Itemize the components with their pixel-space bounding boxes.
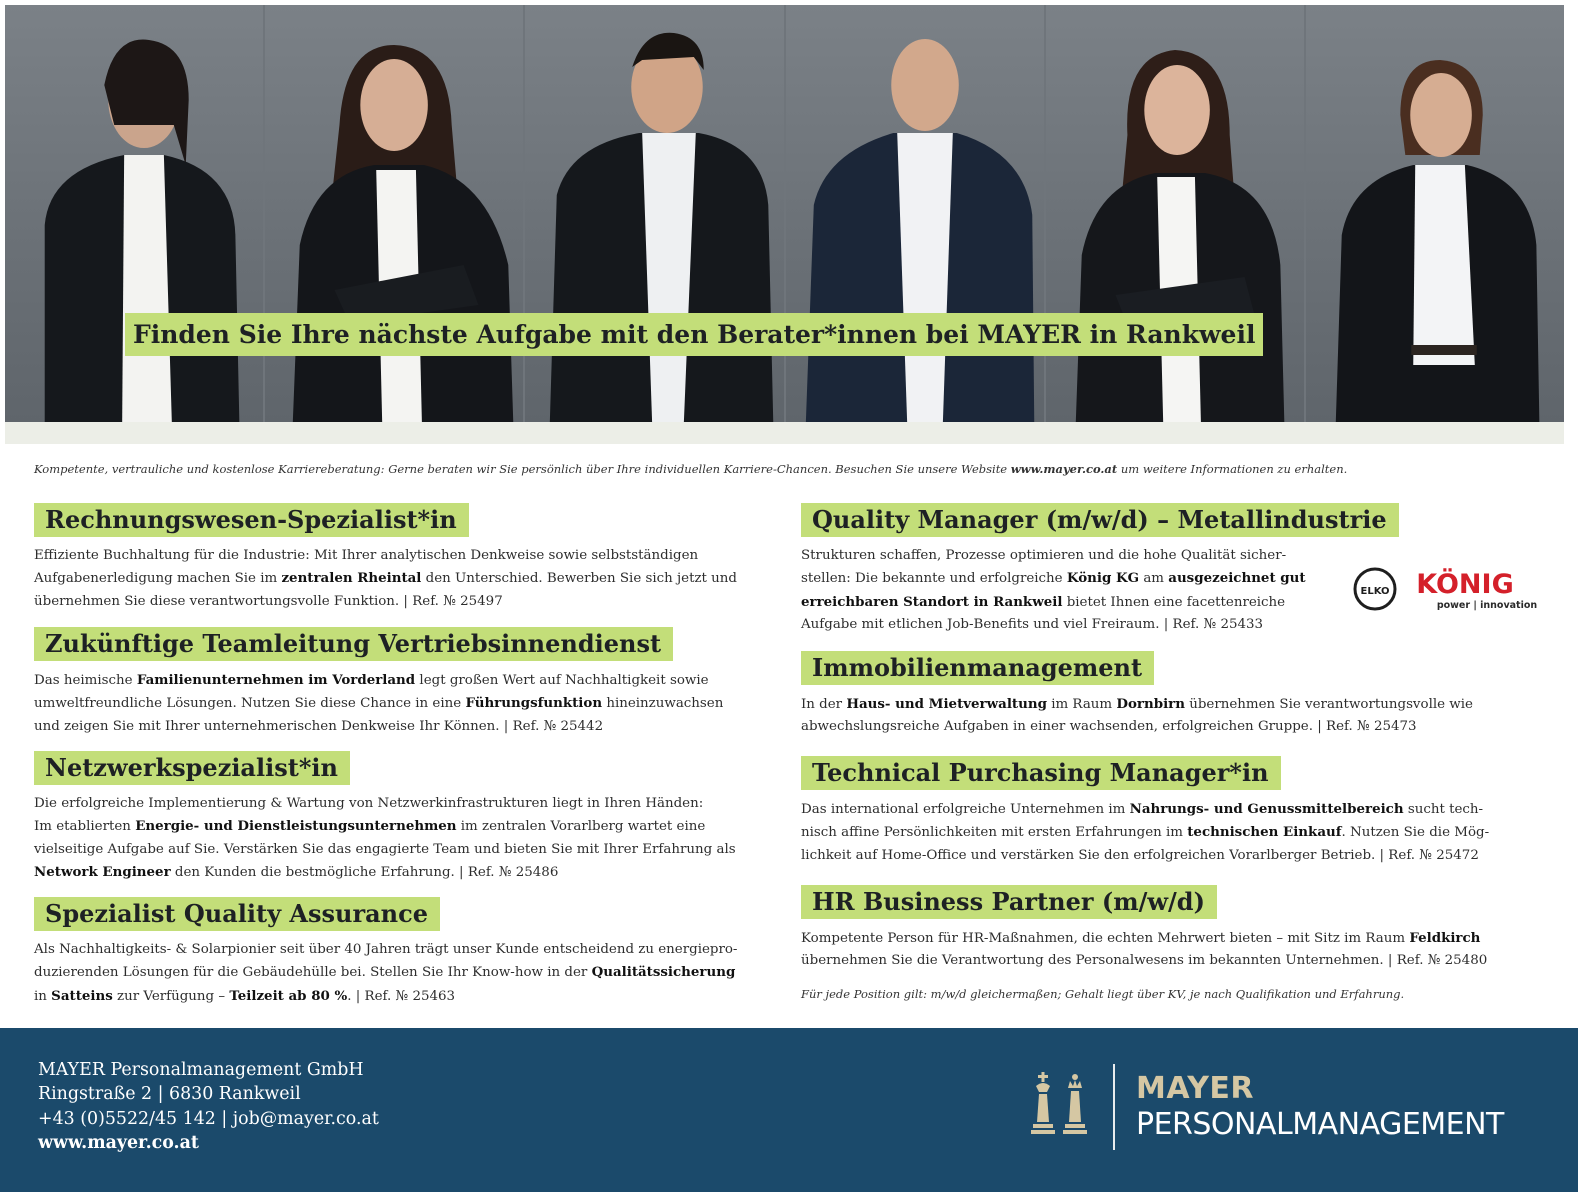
company-contact[interactable]: +43 (0)5522/45 142 | job@mayer.co.at (38, 1108, 379, 1129)
logo-divider (1113, 1064, 1115, 1150)
description-text: stellen: Die bekannte und erfolgreiche (801, 571, 1067, 587)
description-line (34, 793, 774, 815)
description-text: legt großen Wert auf Nachhaltigkeit sowie (415, 673, 709, 688)
description-text: übernehmen Sie verantwortungsvolle wie (1184, 697, 1473, 712)
job-description (34, 545, 774, 613)
intro-text-end: um weitere Informationen zu erhalten. (1117, 462, 1348, 476)
job-description (801, 693, 1541, 739)
job-listing (34, 897, 774, 1008)
highlighted-term: Satteins (51, 987, 113, 1004)
description-text: im Raum (1046, 697, 1117, 712)
description-line (34, 815, 774, 838)
highlighted-term: Führungsfunktion (465, 695, 603, 712)
job-listing (34, 627, 774, 738)
highlighted-term: Network Engineer (34, 863, 171, 880)
description-line (801, 716, 1541, 738)
job-title: Spezialist Quality Assurance (34, 897, 440, 931)
team-photo-banner (5, 5, 1564, 422)
intro-website-link[interactable]: www.mayer.co.at (1010, 462, 1118, 476)
description-line (801, 950, 1541, 972)
description-text: Das heimische (34, 673, 137, 688)
description-line (801, 845, 1541, 867)
description-text: übernehmen Sie diese verantwortungsvolle Funktion. | Ref. № 25497 (34, 593, 503, 609)
consultant-photo-3 (525, 5, 785, 422)
highlighted-term: technischen Einkauf (1187, 824, 1342, 841)
divider-strip (5, 422, 1564, 444)
description-text: im zentralen Vorarlberg wartet eine (456, 819, 706, 835)
description-line (34, 669, 774, 692)
description-text: nisch affine Persönlichkeiten mit ersten Erfahrungen im (801, 825, 1188, 841)
consultant-photo-2 (265, 5, 525, 422)
description-text: Als Nachhaltigkeits- & Solarpionier seit über 40 Jahren trägt unser Kunde entscheidend zu energiepro- (34, 942, 738, 957)
job-listing (34, 503, 774, 613)
intro-text-start: Kompetente, vertrauliche und kostenlose Karriereberatung: Gerne beraten wir Sie persönlich über Ihre individuellen Karriere-Chancen. Besuchen Sie unsere Website (34, 462, 1011, 476)
description-line (34, 545, 774, 567)
job-title: HR Business Partner (m/w/d) (801, 885, 1217, 919)
description-line (801, 927, 1541, 950)
job-listing (801, 756, 1541, 867)
job-description (801, 798, 1541, 867)
footnote: Für jede Position gilt: m/w/d gleichermaßen; Gehalt liegt über KV, je nach Qualifikation und Erfahrung. (801, 987, 1405, 1001)
description-line (34, 591, 774, 613)
description-text: abwechslungsreiche Aufgaben in einer wachsenden, erfolgreichen Gruppe. | Ref. № 25473 (801, 719, 1417, 735)
job-title: Quality Manager (m/w/d) – Metallindustrie (801, 503, 1399, 537)
mayer-logo (1028, 1060, 1538, 1152)
consultant-photo-1 (5, 5, 265, 422)
description-text: in (34, 988, 52, 1004)
description-line (34, 861, 774, 884)
description-text: übernehmen Sie die Verantwortung des Personalwesens im bekannten Unternehmen. | Ref. № 25480 (801, 953, 1488, 969)
koenig-logo (1353, 565, 1537, 613)
description-line (801, 693, 1541, 716)
consultant-photo-4 (786, 5, 1046, 422)
description-line (801, 798, 1541, 821)
highlighted-term: Energie- und Dienstleistungsunternehmen (135, 818, 457, 835)
description-line (34, 985, 774, 1008)
job-title: Technical Purchasing Manager*in (801, 756, 1281, 790)
description-text: Die erfolgreiche Implementierung & Wartung von Netzwerkinfrastrukturen liegt in Ihren Händen: (34, 796, 704, 811)
job-listing (801, 885, 1541, 973)
description-text: den Unterschied. Bewerben Sie sich jetzt und (421, 571, 737, 587)
highlighted-term: zentralen Rheintal (281, 570, 422, 587)
description-text: duzierenden Lösungen für die Gebäudehülle bei. Stellen Sie Ihr Know-how in der (34, 965, 592, 981)
description-text: und zeigen Sie mit Ihrer unternehmerischen Denkweise Ihr Können. | Ref. № 25442 (34, 718, 604, 734)
footer (0, 1028, 1578, 1192)
highlighted-term: erreichbaren Standort in Rankweil (801, 593, 1063, 610)
description-line (34, 839, 774, 861)
description-text: lichkeit auf Home-Office und verstärken Sie den erfolgreichen Vorarlberger Betrieb. | Ref. № 25472 (801, 847, 1479, 863)
description-line (801, 821, 1541, 844)
description-text: den Kunden die bestmögliche Erfahrung. | Ref. № 25486 (170, 864, 559, 880)
highlighted-term: König KG (1066, 570, 1140, 587)
brand-name: MAYER (1136, 1071, 1255, 1106)
description-line (34, 939, 774, 961)
description-text: Strukturen schaffen, Prozesse optimieren und die hohe Qualität sicher- (801, 548, 1287, 563)
highlighted-term: Dornbirn (1116, 696, 1185, 712)
elko-logo-text: ELKO (1360, 586, 1390, 597)
job-description (34, 793, 774, 884)
job-description (34, 939, 774, 1008)
description-line (801, 545, 1541, 567)
description-line (34, 961, 774, 984)
company-website-link[interactable]: www.mayer.co.at (38, 1132, 199, 1153)
highlighted-term: Familienunternehmen im Vorderland (136, 672, 416, 688)
description-text: Kompetente Person für HR-Maßnahmen, die echten Mehrwert bieten – mit Sitz im Raum (801, 931, 1410, 946)
description-text: hineinzuwachsen (602, 696, 724, 712)
highlighted-term: Nahrungs- und Genussmittelbereich (1129, 801, 1404, 817)
description-text: zur Verfügung – (112, 988, 230, 1004)
description-text: am (1139, 571, 1169, 587)
job-title: Immobilienmanagement (801, 651, 1154, 685)
description-text: Aufgabe mit etlichen Job-Benefits und viel Freiraum. | Ref. № 25433 (801, 616, 1264, 632)
description-text: vielseitige Aufgabe auf Sie. Verstärken Sie das engagierte Team und bieten Sie mit Ihrer Erfahrung als (34, 841, 736, 857)
description-text: umweltfreundliche Lösungen. Nutzen Sie diese Chance in eine (34, 696, 466, 712)
highlighted-term: Qualitätssicherung (591, 964, 736, 981)
intro-text (34, 462, 1534, 476)
description-text: bietet Ihnen eine facettenreiche (1062, 594, 1286, 610)
brand-subtitle: PERSONALMANAGEMENT (1136, 1107, 1504, 1142)
banner-headline: Finden Sie Ihre nächste Aufgabe mit den Berater*innen bei MAYER in Rankweil (125, 313, 1263, 356)
description-text: . Nutzen Sie die Mög- (1341, 825, 1490, 841)
highlighted-term: Feldkirch (1409, 930, 1481, 946)
job-title: Netzwerkspezialist*in (34, 751, 350, 785)
job-listing (34, 751, 774, 884)
company-street: Ringstraße 2 | 6830 Rankweil (38, 1084, 301, 1105)
company-name: MAYER Personalmanagement GmbH (38, 1060, 364, 1080)
description-line (34, 692, 774, 715)
job-description (801, 927, 1541, 973)
job-listing (801, 651, 1541, 739)
description-text: Im etablierten (34, 819, 136, 835)
description-text: Effiziente Buchhaltung für die Industrie: Mit Ihrer analytischen Denkweise sowie selbstständigen (34, 548, 699, 563)
consultant-photo-6 (1306, 5, 1564, 422)
company-address-block (38, 1058, 379, 1155)
koenig-tagline: power | innovation (1436, 600, 1537, 611)
highlighted-term: ausgezeichnet gut (1168, 570, 1306, 587)
description-text: sucht tech- (1403, 802, 1484, 817)
job-title: Rechnungswesen-Spezialist*in (34, 503, 469, 537)
highlighted-term: Teilzeit ab 80 % (229, 987, 348, 1004)
job-title: Zukünftige Teamleitung Vertriebsinnendienst (34, 627, 673, 661)
koenig-logo-text: KÖNIG (1416, 569, 1514, 600)
chess-pieces-icon (1028, 1070, 1096, 1136)
description-text: Das international erfolgreiche Unternehmen im (801, 802, 1130, 817)
highlighted-term: Haus- und Mietverwaltung (846, 696, 1047, 712)
description-text: In der (801, 697, 847, 712)
description-text: . | Ref. № 25463 (347, 988, 456, 1004)
description-line (34, 716, 774, 738)
description-line (34, 567, 774, 590)
job-description (34, 669, 774, 738)
consultant-photo-5 (1046, 5, 1306, 422)
description-line (801, 614, 1541, 636)
description-text: Aufgabenerledigung machen Sie im (34, 571, 282, 587)
